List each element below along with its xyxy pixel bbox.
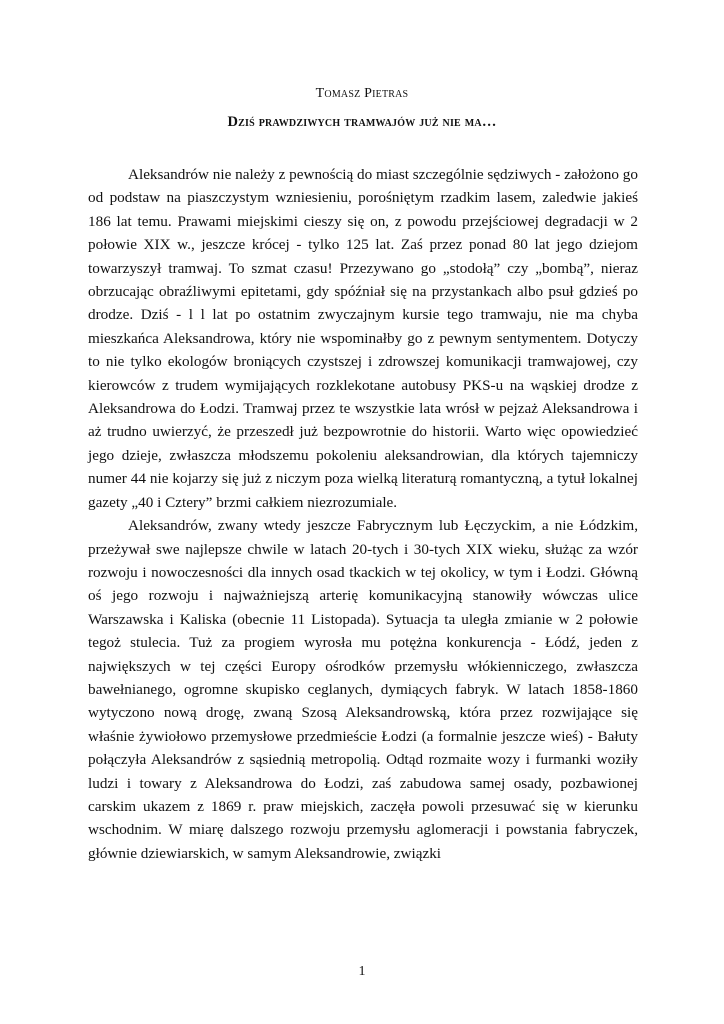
author-name	[0, 86, 724, 102]
author-name-text: Tomasz Pietras	[315, 86, 409, 101]
page-number: 1	[358, 964, 366, 979]
paragraph-1: Aleksandrów nie należy z pewnością do miast szczególnie sędziwych - założono go od podstaw na piaszczystym wzniesieniu, porośniętym rzadkim lasem, zaledwie jakieś 186 lat temu. Prawami miejskimi cieszy się on, z powodu przejściowej degradacji w 2 połowie XIX w., jeszcze krócej - tylko 125 lat. Zaś przez ponad 80 lat jego dziejom towarzyszył tramwaj. To szmat czasu! Przezywano go „stodołą” czy „bombą”, nieraz obrzucając obraźliwymi epitetami, gdy spóźniał się na przystankach albo psuł gdzieś po drodze. Dziś - l l lat po ostatnim zwyczajnym kursie tego tramwaju, nie ma chyba mieszkańca Aleksandrowa, który nie wspominałby go z pewnym sentymentem. Dotyczy to nie tylko ekologów broniących czystszej i zdrowszej komunikacji tramwajowej, czy kierowców z trudem wymijających rozklekotane autobusy PKS-u na wąskiej drodze z Aleksandrowa do Łodzi. Tramwaj przez te wszystkie lata wrósł w pejzaż Aleksandrowa i aż trudno uwierzyć, że przeszedł już bezpowrotnie do historii. Warto więc opowiedzieć jego dzieje, zwłaszcza młodszemu pokoleniu aleksandrowian, dla których tajemniczy numer 44 nie kojarzy się już z niczym poza wielką literaturą romantyczną, a tytuł lokalnej gazety „40 i Cztery” brzmi całkiem niezrozumiale.	[88, 166, 638, 511]
article-body	[88, 163, 638, 865]
article-title: Dziś prawdziwych tramwajów już nie ma…	[227, 114, 497, 130]
paragraph-2: Aleksandrów, zwany wtedy jeszcze Fabrycznym lub Łęczyckim, a nie Łódzkim, przeżywał swe najlepsze chwile w latach 20-tych i 30-tych XIX wieku, służąc za wzór rozwoju i nowoczesności dla innych osad tkackich w tej okolicy, w tym i Łodzi. Główną oś jego rozwoju i najważniejszą arterię komunikacyjną stanowiły wówczas ulice Warszawska i Kaliska (obecnie 11 Listopada). Sytuacja ta uległa zmianie w 2 połowie tegoż stulecia. Tuż za progiem wyrosła mu potężna konkurencja - Łódź, jeden z największych w tej części Europy ośrodków przemysłu włókienniczego, zwłaszcza bawełnianego, ogromne skupisko ceglanych, dymiących fabryk. W latach 1858-1860 wytyczono nową drogę, zwaną Szosą Aleksandrowską, która przez rozwijające się właśnie żywiołowo przemysłowe przedmieście Łodzi (a formalnie jeszcze wieś) - Bałuty połączyła Aleksandrów z sąsiednią metropolią. Odtąd rozmaite wozy i furmanki woziły ludzi i towary z Aleksandrowa do Łodzi, zaś zabudowa samej osady, pozbawionej carskim ukazem z 1869 r. praw miejskich, zaczęła powoli przesuwać się w kierunku wschodnim. W miarę dalszego rozwoju przemysłu aglomeracji i powstania fabryczek, głównie dziewiarskich, w samym Aleksandrowie, związki	[88, 517, 638, 862]
